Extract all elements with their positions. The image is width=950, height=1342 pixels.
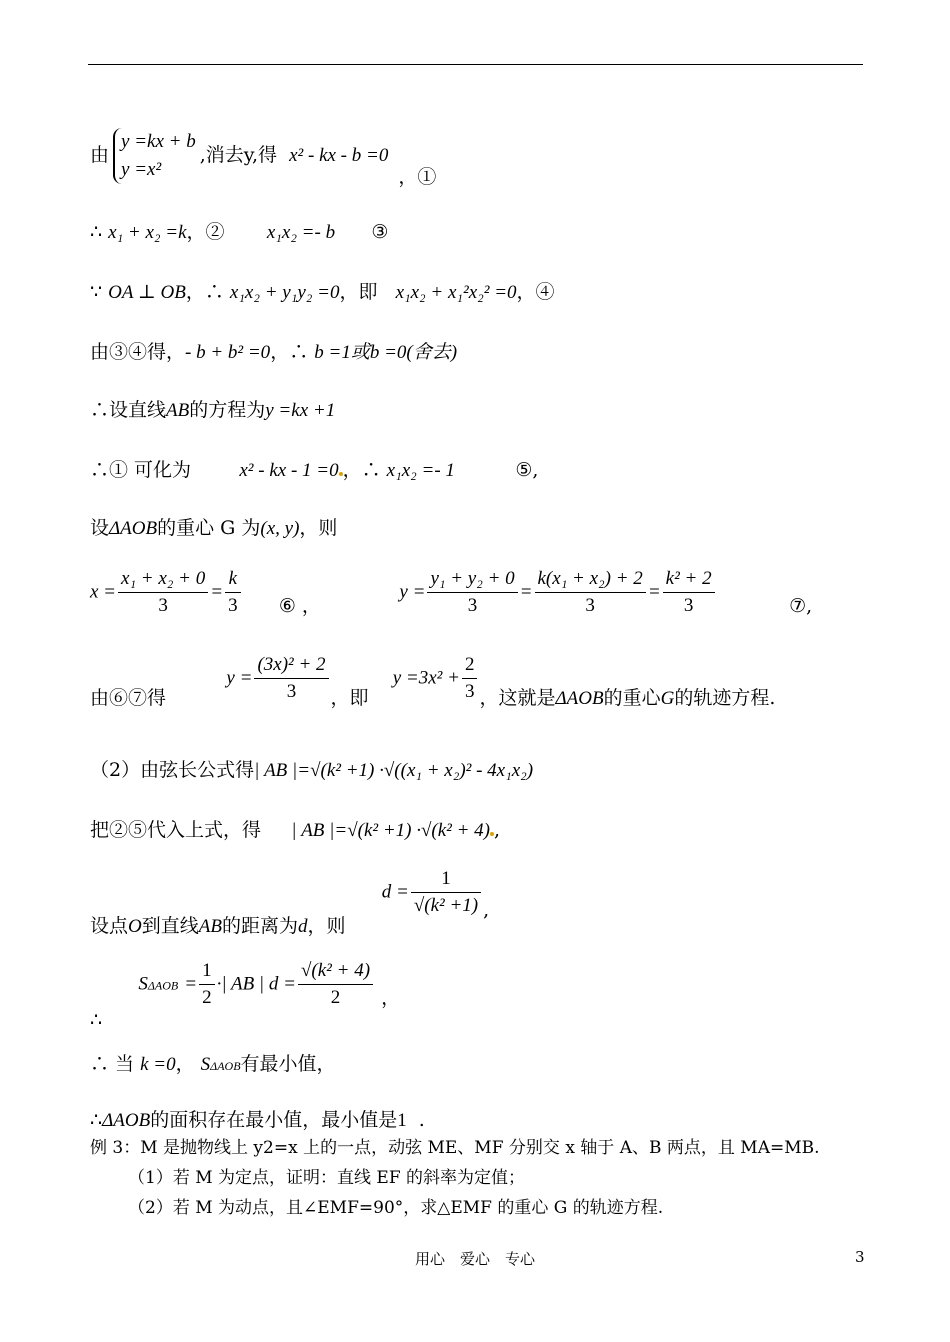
triangle-aob: ΔAOB — [109, 518, 158, 539]
example-3-statement: 例 3：M 是抛物线上 y2=x 上的一点，动弦 ME、MF 分别交 x 轴于 A、B 两点，且 MA=MB. — [90, 1138, 820, 1158]
fraction — [118, 566, 208, 619]
point-o: O — [128, 915, 142, 937]
text: 的距离为 — [221, 914, 298, 937]
numerator: 1 — [202, 960, 212, 981]
min-value: 1 — [397, 1110, 407, 1131]
line-ab: AB — [198, 915, 222, 937]
text: 的面积存在最小值，最小值是 — [150, 1109, 398, 1131]
text: 的轨迹方程. — [674, 686, 776, 709]
eq-marker: ⑥ ， — [278, 594, 321, 617]
numerator: 2 — [464, 654, 475, 675]
line-ab: AB — [166, 400, 190, 421]
formula: d = — [381, 881, 409, 903]
eq-marker: ③ — [371, 221, 389, 243]
eq-line-7 — [90, 516, 337, 541]
eq-line-9 — [90, 652, 776, 709]
eq-marker: ⑦, — [789, 594, 813, 617]
eq-line-1 — [90, 128, 437, 188]
eq-line-6 — [90, 458, 538, 483]
fraction — [298, 958, 373, 1011]
text: ,消去y,得 — [199, 144, 278, 166]
eq-marker: ⑤, — [515, 459, 539, 481]
equals: = — [647, 581, 661, 603]
text: . — [418, 1109, 425, 1131]
denominator: 2 — [298, 984, 373, 1011]
numerator: √(k² + 4) — [300, 960, 371, 981]
example-3-part-1: （1）若 M 为定点，证明：直线 EF 的斜率为定值； — [128, 1168, 526, 1188]
therefore-symbol: ∴ — [90, 1109, 103, 1131]
formula: OA ⊥ OB — [108, 282, 186, 303]
formula: x₁x₂ + y₁y₂ =0 — [229, 282, 340, 303]
area-s: S — [200, 1054, 211, 1075]
eq-line-13 — [90, 958, 401, 1031]
area-s: S — [138, 973, 148, 995]
eq-line-3 — [90, 280, 555, 305]
denominator: 3 — [535, 592, 646, 619]
text: 的方程为 — [189, 399, 266, 421]
numerator: x₁ + x₂ + 0 — [121, 568, 206, 589]
formula: y =kx +1 — [265, 400, 336, 421]
text: , — [494, 819, 501, 841]
formula: - b + b² =0 — [185, 342, 271, 363]
eq-marker: ，① — [398, 166, 437, 188]
numerator: 1 — [441, 868, 451, 889]
denominator: 3 — [118, 592, 208, 619]
text: ，即 — [330, 686, 369, 709]
text: ， — [175, 1053, 195, 1075]
eq-line-2 — [90, 220, 388, 245]
equation-system — [113, 128, 196, 184]
therefore-symbol: ∴ — [90, 221, 103, 243]
text: 由③④得， — [90, 341, 186, 363]
example-3-part-2: （2）若 M 为动点，且∠EMF=90°，求△EMF 的重心 G 的轨迹方程. — [128, 1198, 664, 1218]
subscript: ΔAOB — [210, 1059, 241, 1073]
eq-line-15 — [90, 1108, 425, 1133]
text: , — [483, 898, 490, 921]
formula: x² - kx - b =0 — [289, 145, 389, 166]
eq-line-11 — [90, 818, 500, 843]
text: ∴① 可化为 — [90, 459, 192, 481]
system-row-1: y =kx + b — [121, 131, 196, 152]
text: （2）由弦长公式得 — [90, 759, 255, 781]
numerator: k² + 2 — [665, 568, 712, 589]
text: ，则 — [307, 914, 346, 937]
text: 到直线 — [141, 914, 199, 937]
formula: x₁x₂ =- 1 — [386, 460, 455, 481]
fraction — [254, 652, 328, 705]
denominator: 3 — [462, 678, 478, 705]
text: 的重心 G 为 — [157, 517, 261, 539]
equals: = — [210, 581, 224, 603]
text: ，∴ — [185, 281, 224, 303]
formula: x = — [90, 581, 117, 603]
formula: x₁ + x₂ =k — [108, 222, 187, 243]
formula: y = — [399, 581, 426, 603]
text: 有最小值， — [240, 1053, 336, 1075]
numerator: k(x₁ + x₂) + 2 — [537, 568, 643, 589]
text: 设点 — [90, 914, 129, 937]
denominator: √(k² +1) — [411, 892, 481, 919]
text: ，∴ — [342, 459, 381, 481]
formula: b =1或b =0(舍去) — [314, 342, 458, 363]
text: 设 — [90, 517, 110, 539]
distance-d: d — [298, 915, 308, 937]
formula: x₁x₂ =- b — [266, 222, 336, 243]
eq-line-4 — [90, 340, 457, 365]
formula: ·| AB | d = — [216, 973, 296, 995]
fraction — [411, 866, 481, 919]
text: ∴设直线 — [90, 399, 167, 421]
fraction — [427, 566, 517, 619]
eq-line-8 — [90, 566, 812, 619]
eq-marker: ，② — [186, 221, 225, 243]
eq-marker: ，④ — [516, 281, 555, 303]
formula: k =0 — [140, 1054, 176, 1075]
denominator: 2 — [199, 984, 215, 1011]
centroid-g: G — [660, 687, 675, 709]
eq-line-5 — [90, 398, 335, 423]
denominator: 3 — [225, 592, 241, 619]
text: ，这就是 — [479, 686, 556, 709]
formula: y = — [226, 667, 253, 689]
eq-line-12 — [90, 866, 490, 937]
fraction — [199, 958, 215, 1011]
formula: | AB |=√(k² +1) ·√((x₁ + x₂)² - 4x₁x₂) — [254, 760, 534, 781]
system-row-2: y =x² — [121, 159, 162, 180]
formula: x₁x₂ + x₁²x₂² =0 — [395, 282, 517, 303]
numerator: y₁ + y₂ + 0 — [430, 568, 515, 589]
triangle-aob: ΔAOB — [102, 1110, 151, 1131]
denominator: 3 — [427, 592, 517, 619]
subscript: ΔAOB — [147, 978, 179, 993]
fraction — [225, 566, 241, 619]
numerator: k — [228, 568, 238, 589]
therefore-symbol: ∴ — [90, 1008, 103, 1031]
point: (x, y) — [260, 518, 300, 539]
formula: y =3x² + — [392, 667, 460, 689]
text: 由⑥⑦得 — [90, 686, 167, 709]
text: 由 — [90, 144, 110, 166]
triangle-aob: ΔAOB — [555, 687, 604, 709]
because-symbol: ∵ — [90, 281, 103, 303]
numerator: (3x)² + 2 — [257, 654, 326, 675]
equals: = — [184, 973, 198, 995]
fraction — [663, 566, 715, 619]
fraction — [535, 566, 646, 619]
text: ，则 — [299, 517, 338, 539]
denominator: 3 — [663, 592, 715, 619]
text: ，∴ — [270, 341, 309, 363]
page-number: 3 — [855, 1248, 865, 1266]
text: ∴ 当 — [90, 1053, 135, 1075]
text: 的重心 — [603, 686, 661, 709]
equals: = — [519, 581, 533, 603]
footer-text: 用心 爱心 专心 — [414, 1250, 535, 1268]
denominator: 3 — [254, 678, 328, 705]
eq-line-10 — [90, 758, 533, 783]
text: 把②⑤代入上式，得 — [90, 819, 262, 841]
eq-line-14 — [90, 1052, 336, 1078]
header-rule — [88, 64, 863, 65]
text: ， — [381, 986, 401, 1009]
formula: x² - kx - 1 =0 — [239, 460, 339, 481]
text: ，即 — [339, 281, 378, 303]
fraction — [462, 652, 478, 705]
formula: | AB |=√(k² +1) ·√(k² + 4) — [291, 820, 491, 841]
